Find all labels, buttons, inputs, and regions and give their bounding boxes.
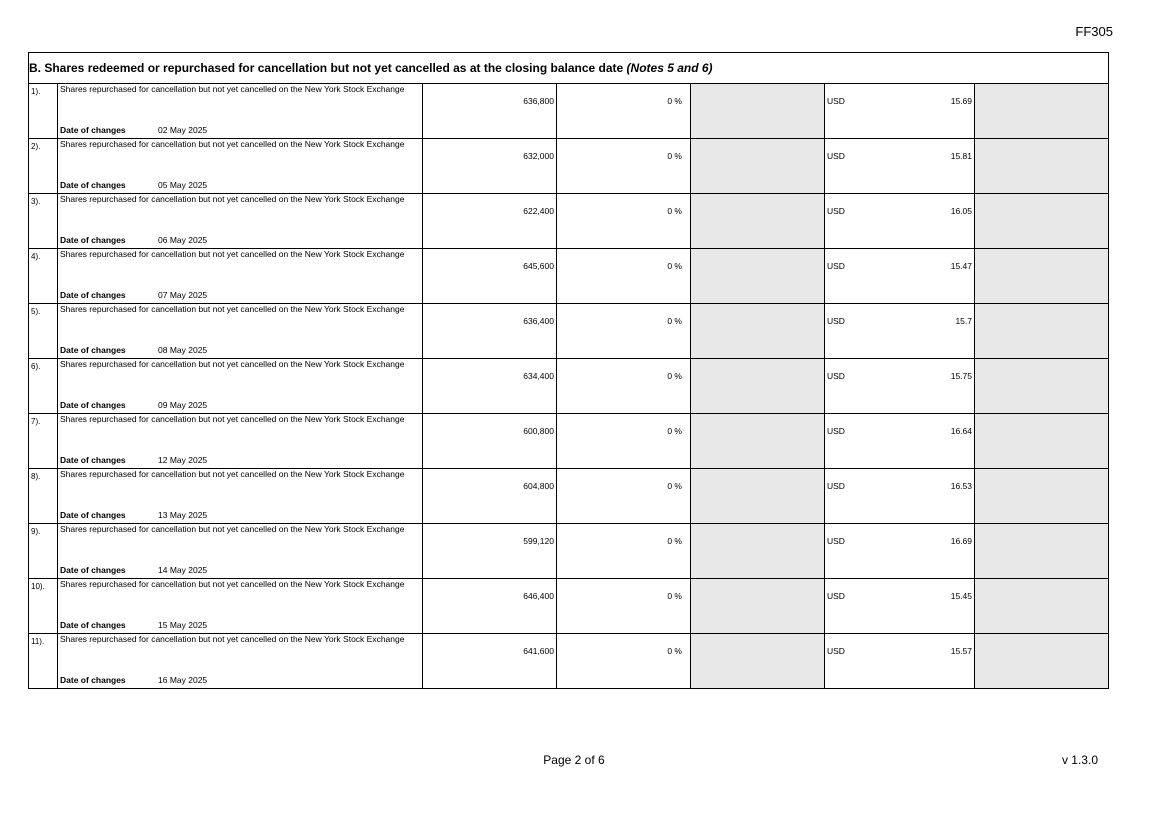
date-label: Date of changes <box>60 620 126 630</box>
row-date <box>60 290 207 300</box>
price: 16.53 <box>950 481 972 491</box>
row-number: 7). <box>29 414 58 469</box>
grey-cell <box>691 634 825 689</box>
row-date <box>60 400 207 410</box>
grey-cell <box>975 414 1109 469</box>
grey-cell <box>691 524 825 579</box>
date-value: 07 May 2025 <box>158 290 208 300</box>
shares-count: 646,400 <box>423 579 557 634</box>
price-cell <box>825 634 975 689</box>
percentage: 0 % <box>557 84 691 139</box>
row-description: Shares repurchased for cancellation but not yet cancelled on the New York Stock Exchange <box>60 249 405 259</box>
price-cell <box>825 304 975 359</box>
price: 16.05 <box>950 206 972 216</box>
row-description-cell <box>58 139 423 194</box>
row-description-cell <box>58 579 423 634</box>
shares-count: 604,800 <box>423 469 557 524</box>
price: 15.69 <box>950 96 972 106</box>
percentage: 0 % <box>557 634 691 689</box>
section-title <box>29 53 1109 84</box>
row-number: 2). <box>29 139 58 194</box>
row-date <box>60 345 207 355</box>
row-number: 5). <box>29 304 58 359</box>
price-cell <box>825 579 975 634</box>
table-row <box>29 194 1109 249</box>
price-cell <box>825 194 975 249</box>
currency: USD <box>827 371 845 381</box>
date-label: Date of changes <box>60 510 126 520</box>
date-label: Date of changes <box>60 345 126 355</box>
row-date <box>60 235 207 245</box>
date-label: Date of changes <box>60 400 126 410</box>
row-number: 11). <box>29 634 58 689</box>
price: 15.81 <box>950 151 972 161</box>
percentage: 0 % <box>557 194 691 249</box>
version-label: v 1.3.0 <box>1061 753 1098 767</box>
row-date <box>60 455 207 465</box>
shares-count: 632,000 <box>423 139 557 194</box>
date-label: Date of changes <box>60 455 126 465</box>
grey-cell <box>691 249 825 304</box>
table-row <box>29 359 1109 414</box>
row-description-cell <box>58 84 423 139</box>
date-value: 09 May 2025 <box>158 400 208 410</box>
shares-count: 636,800 <box>423 84 557 139</box>
grey-cell <box>975 304 1109 359</box>
price: 15.47 <box>950 261 972 271</box>
percentage: 0 % <box>557 304 691 359</box>
shares-table <box>28 52 1109 689</box>
page-number: Page 2 of 6 <box>543 753 605 767</box>
date-label: Date of changes <box>60 125 126 135</box>
table-row <box>29 414 1109 469</box>
date-label: Date of changes <box>60 675 126 685</box>
date-value: 02 May 2025 <box>158 125 208 135</box>
row-description-cell <box>58 194 423 249</box>
row-date <box>60 125 207 135</box>
date-value: 06 May 2025 <box>158 235 208 245</box>
price-cell <box>825 359 975 414</box>
row-number: 1). <box>29 84 58 139</box>
table-row <box>29 249 1109 304</box>
grey-cell <box>691 579 825 634</box>
currency: USD <box>827 151 845 161</box>
row-description-cell <box>58 469 423 524</box>
price-cell <box>825 249 975 304</box>
form-code: FF305 <box>1075 24 1113 39</box>
row-description: Shares repurchased for cancellation but not yet cancelled on the New York Stock Exchange <box>60 524 405 534</box>
row-date <box>60 565 207 575</box>
row-date <box>60 675 207 685</box>
section-title-text: B. Shares redeemed or repurchased for cancellation but not yet cancelled as at the closing balance date <box>29 61 624 75</box>
row-description: Shares repurchased for cancellation but not yet cancelled on the New York Stock Exchange <box>60 469 405 479</box>
percentage: 0 % <box>557 249 691 304</box>
row-description: Shares repurchased for cancellation but not yet cancelled on the New York Stock Exchange <box>60 414 405 424</box>
row-number: 10). <box>29 579 58 634</box>
date-label: Date of changes <box>60 565 126 575</box>
grey-cell <box>691 469 825 524</box>
row-description-cell <box>58 359 423 414</box>
grey-cell <box>691 304 825 359</box>
date-label: Date of changes <box>60 290 126 300</box>
price-cell <box>825 139 975 194</box>
price-cell <box>825 84 975 139</box>
row-description: Shares repurchased for cancellation but not yet cancelled on the New York Stock Exchange <box>60 194 405 204</box>
currency: USD <box>827 206 845 216</box>
price-cell <box>825 414 975 469</box>
grey-cell <box>975 359 1109 414</box>
grey-cell <box>975 249 1109 304</box>
row-number: 4). <box>29 249 58 304</box>
currency: USD <box>827 536 845 546</box>
currency: USD <box>827 481 845 491</box>
date-value: 08 May 2025 <box>158 345 208 355</box>
table-row <box>29 469 1109 524</box>
percentage: 0 % <box>557 359 691 414</box>
currency: USD <box>827 646 845 656</box>
currency: USD <box>827 426 845 436</box>
percentage: 0 % <box>557 524 691 579</box>
shares-count: 622,400 <box>423 194 557 249</box>
row-description: Shares repurchased for cancellation but not yet cancelled on the New York Stock Exchange <box>60 579 405 589</box>
table-row <box>29 524 1109 579</box>
percentage: 0 % <box>557 414 691 469</box>
row-number: 8). <box>29 469 58 524</box>
date-label: Date of changes <box>60 180 126 190</box>
grey-cell <box>691 139 825 194</box>
grey-cell <box>691 414 825 469</box>
price-cell <box>825 524 975 579</box>
price: 15.57 <box>950 646 972 656</box>
section-notes: (Notes 5 and 6) <box>626 61 713 75</box>
row-date <box>60 510 207 520</box>
currency: USD <box>827 316 845 326</box>
date-value: 13 May 2025 <box>158 510 208 520</box>
date-value: 15 May 2025 <box>158 620 208 630</box>
currency: USD <box>827 96 845 106</box>
table-row <box>29 579 1109 634</box>
row-number: 3). <box>29 194 58 249</box>
price: 15.45 <box>950 591 972 601</box>
row-description: Shares repurchased for cancellation but not yet cancelled on the New York Stock Exchange <box>60 634 405 644</box>
row-description-cell <box>58 249 423 304</box>
grey-cell <box>975 579 1109 634</box>
row-description: Shares repurchased for cancellation but not yet cancelled on the New York Stock Exchange <box>60 359 405 369</box>
row-description: Shares repurchased for cancellation but not yet cancelled on the New York Stock Exchange <box>60 304 405 314</box>
price: 16.64 <box>950 426 972 436</box>
row-description-cell <box>58 634 423 689</box>
price: 15.75 <box>950 371 972 381</box>
grey-cell <box>975 634 1109 689</box>
row-description-cell <box>58 304 423 359</box>
price: 15.7 <box>955 316 972 326</box>
grey-cell <box>975 524 1109 579</box>
grey-cell <box>691 84 825 139</box>
date-value: 12 May 2025 <box>158 455 208 465</box>
shares-count: 599,120 <box>423 524 557 579</box>
shares-count: 634,400 <box>423 359 557 414</box>
table-row <box>29 304 1109 359</box>
price-cell <box>825 469 975 524</box>
grey-cell <box>975 84 1109 139</box>
table-row <box>29 139 1109 194</box>
currency: USD <box>827 591 845 601</box>
row-description-cell <box>58 414 423 469</box>
table-row <box>29 634 1109 689</box>
row-date <box>60 180 207 190</box>
shares-count: 600,800 <box>423 414 557 469</box>
grey-cell <box>975 194 1109 249</box>
currency: USD <box>827 261 845 271</box>
date-value: 16 May 2025 <box>158 675 208 685</box>
row-description: Shares repurchased for cancellation but not yet cancelled on the New York Stock Exchange <box>60 84 405 94</box>
table-row <box>29 84 1109 139</box>
row-description-cell <box>58 524 423 579</box>
grey-cell <box>691 194 825 249</box>
row-number: 6). <box>29 359 58 414</box>
grey-cell <box>975 469 1109 524</box>
grey-cell <box>691 359 825 414</box>
percentage: 0 % <box>557 469 691 524</box>
grey-cell <box>975 139 1109 194</box>
date-value: 14 May 2025 <box>158 565 208 575</box>
shares-count: 641,600 <box>423 634 557 689</box>
date-value: 05 May 2025 <box>158 180 208 190</box>
percentage: 0 % <box>557 579 691 634</box>
row-number: 9). <box>29 524 58 579</box>
row-description: Shares repurchased for cancellation but not yet cancelled on the New York Stock Exchange <box>60 139 405 149</box>
price: 16.69 <box>950 536 972 546</box>
shares-count: 636,400 <box>423 304 557 359</box>
date-label: Date of changes <box>60 235 126 245</box>
row-date <box>60 620 207 630</box>
shares-count: 645,600 <box>423 249 557 304</box>
percentage: 0 % <box>557 139 691 194</box>
